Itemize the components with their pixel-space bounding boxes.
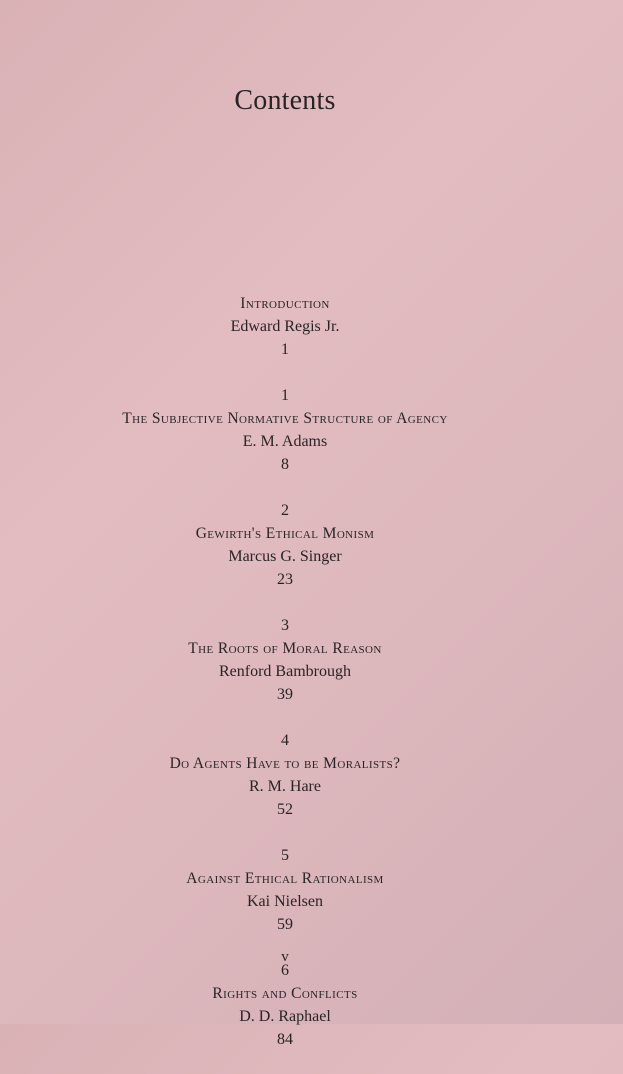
entry-number: 6 [281, 962, 289, 979]
entry-title: The Subjective Normative Structure of Agency [122, 410, 448, 427]
entry-author: Edward Regis Jr. [230, 318, 340, 335]
contents-entry-2 [0, 499, 570, 591]
entry-title: Against Ethical Rationalism [186, 870, 384, 887]
entry-title: The Roots of Moral Reason [188, 640, 382, 657]
entry-page: 59 [277, 916, 293, 933]
entry-number: 1 [281, 387, 289, 404]
entry-author: R. M. Hare [249, 778, 321, 795]
entry-title: Do Agents Have to be Moralists? [169, 755, 401, 772]
entry-page: 39 [277, 686, 293, 703]
entry-number: 2 [281, 502, 289, 519]
entry-author: Kai Nielsen [247, 893, 323, 910]
entry-author: Renford Bambrough [219, 663, 351, 680]
entry-author: D. D. Raphael [239, 1008, 331, 1025]
contents-entry-1 [0, 384, 570, 476]
entry-page: 84 [277, 1031, 293, 1048]
entry-number: 4 [281, 732, 289, 749]
entry-number: 3 [281, 617, 289, 634]
entry-title: Introduction [240, 295, 330, 312]
entry-page: 23 [277, 571, 293, 588]
entry-number: 5 [281, 847, 289, 864]
contents-entry-3 [0, 614, 570, 706]
entry-title: Rights and Conflicts [212, 985, 358, 1002]
entry-page: 1 [281, 341, 289, 358]
page-title: Contents [234, 85, 336, 116]
entry-title: Gewirth's Ethical Monism [195, 525, 375, 542]
contents-entry-introduction [0, 292, 570, 361]
entry-page: 52 [277, 801, 293, 818]
contents-entry-5 [0, 844, 570, 936]
entry-author: Marcus G. Singer [228, 548, 342, 565]
entry-page: 8 [281, 456, 289, 473]
contents-entry-6 [0, 959, 570, 1051]
entry-author: E. M. Adams [242, 433, 328, 450]
contents-entry-4 [0, 729, 570, 821]
page-folio: v [281, 949, 289, 965]
